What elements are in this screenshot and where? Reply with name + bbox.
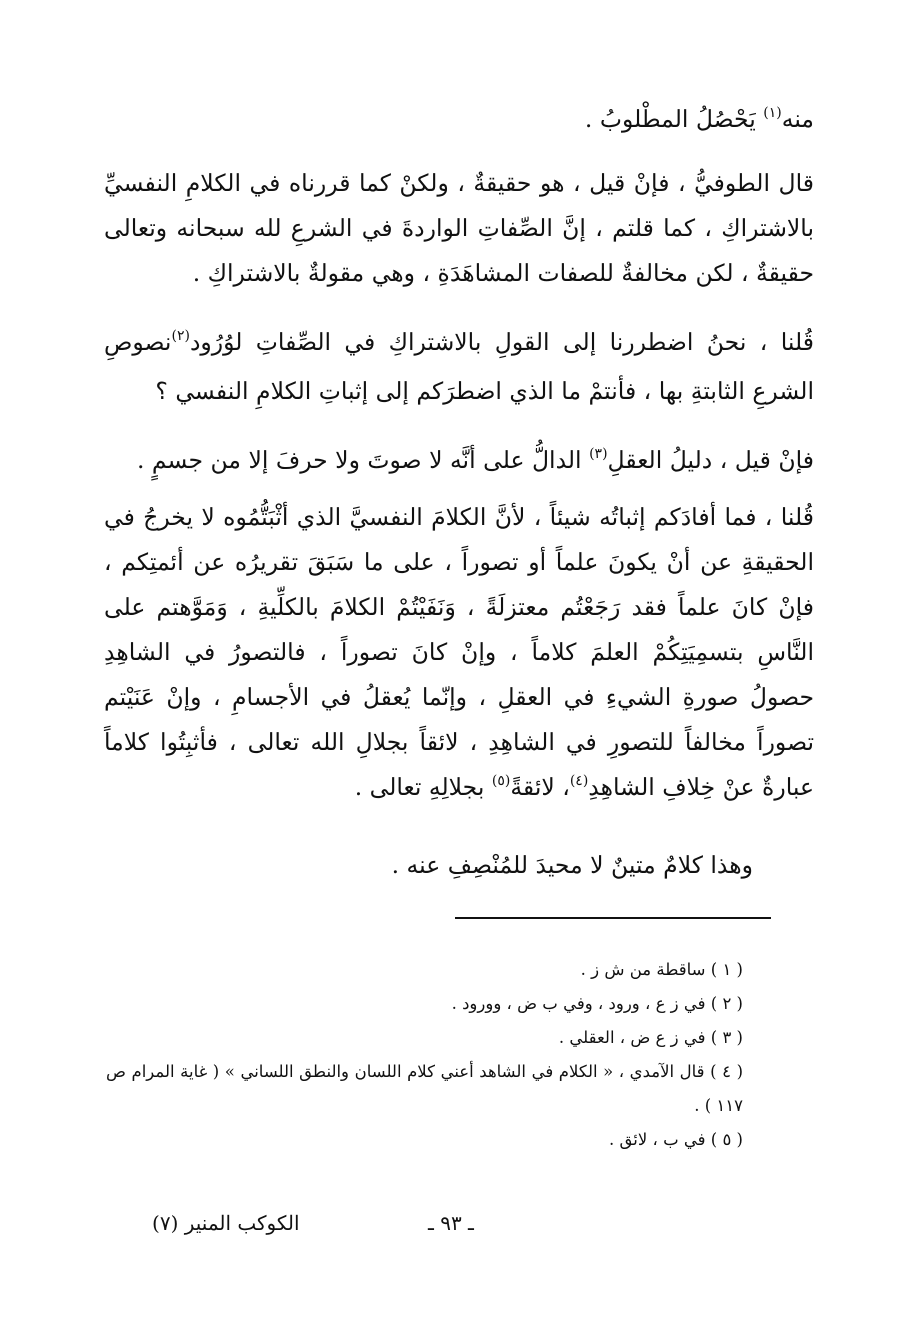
paragraph-text: قُلنا ، نحنُ اضطررنا إلى القولِ بالاشتراكِ في الصِّفاتِ لوُرُود [189, 328, 814, 356]
footnote-5: ( ٥ ) في ب ، لائق . [609, 1130, 743, 1149]
paragraph-text: الدالُّ على أنَّه لا صوتَ ولا حرفَ إلا من جسمٍ . [136, 446, 590, 474]
paragraph-1 [104, 97, 814, 146]
paragraph-text: ، لائقةً [510, 773, 570, 801]
book-label: الكوكب المنير (٧) [152, 1211, 300, 1235]
paragraph-text: بجلالِهِ تعالى . [354, 773, 492, 801]
footnote-reference: (١) [763, 105, 782, 121]
paragraph-5 [104, 495, 814, 814]
paragraph-text: يَحْصُلُ المطْلوبُ . [584, 105, 764, 133]
footnote-3: ( ٣ ) في ز ع ض ، العقلي . [558, 1028, 743, 1047]
paragraph-text: قُلنا ، فما أفادَكم إثباتُه شيئاً ، لأنَّ الكلامَ النفسيَّ الذي أثْبَتُّمُوه لا يخرجُ في الحقيقةِ عن أنْ يكونَ علماً أو تصوراً ، على ما سَبَقَ تقريرُه عن أئمتِكم ، فإنْ كانَ علماً فقد رَجَعْتُم معتزلَةً ، وَنَفَيْتُمْ الكلامَ بالكلِّيةِ ، وَمَوَّهتم على النَّاسِ بتسمِيَتِكُمْ العلمَ كلاماً ، وإنْ كانَ تصوراً ، فالتصورُ في الشاهِدِ حصولُ صورةِ الشيءِ في العقلِ ، وإنّما يُعقلُ في الأجسامِ ، وإنْ عَنَيْتم تصوراً مخالفاً للتصورِ في الشاهِدِ ، لائقاً بجلالِ الله تعالى ، فأثبِتُوا كلاماً عبارةٌ عنْ خِلافِ الشاهِدِ [104, 503, 814, 801]
footnote-reference: (٤) [569, 773, 589, 789]
paragraph-text: فإنْ قيل ، دليلُ العقلِ [607, 446, 814, 474]
footnote-separator [455, 917, 771, 919]
paragraph-text: قال الطوفيُّ ، فإنْ قيل ، هو حقيقةٌ ، ولكنْ كما قررناه في الكلامِ النفسيِّ بالاشتراكِ ، كما قلتم ، إنَّ الصِّفاتِ الواردةَ في الشرعِ لله سبحانه وتعالى حقيقةٌ ، لكن مخالفةٌ للصفات المشاهَدَةِ ، وهي مقولةٌ بالاشتراكِ . [104, 169, 814, 287]
footnote-4: ( ٤ ) قال الآمدي ، « الكلام في الشاهد أعني كلام اللسان والنطق اللساني » ( غاية المرام ص ١١٧ ) . [106, 1062, 744, 1115]
paragraph-6 [104, 843, 753, 888]
page-number: ـ ٩٣ ـ [428, 1211, 474, 1235]
footnote-reference: (٥) [491, 773, 511, 789]
footnote-reference: (٣) [589, 446, 608, 462]
footnote-2: ( ٢ ) في ز ع ، ورود ، وفي ب ض ، وورود . [451, 994, 743, 1013]
footnote-1: ( ١ ) ساقطة من ش ز . [580, 960, 743, 979]
paragraph-2 [104, 161, 814, 296]
paragraph-3 [104, 320, 814, 414]
paragraph-text: منه [781, 105, 814, 133]
paragraph-text: نصوصِ الشرعِ الثابتةِ بها ، فأنتمْ ما الذي اضطرَكم إلى إثباتِ الكلامِ النفسي ؟ [104, 328, 814, 405]
paragraph-4 [104, 438, 814, 487]
footnote-reference: (٢) [171, 328, 190, 344]
paragraph-text: وهذا كلامٌ متينٌ لا محيدَ للمُنْصِفِ عنه . [391, 851, 753, 879]
